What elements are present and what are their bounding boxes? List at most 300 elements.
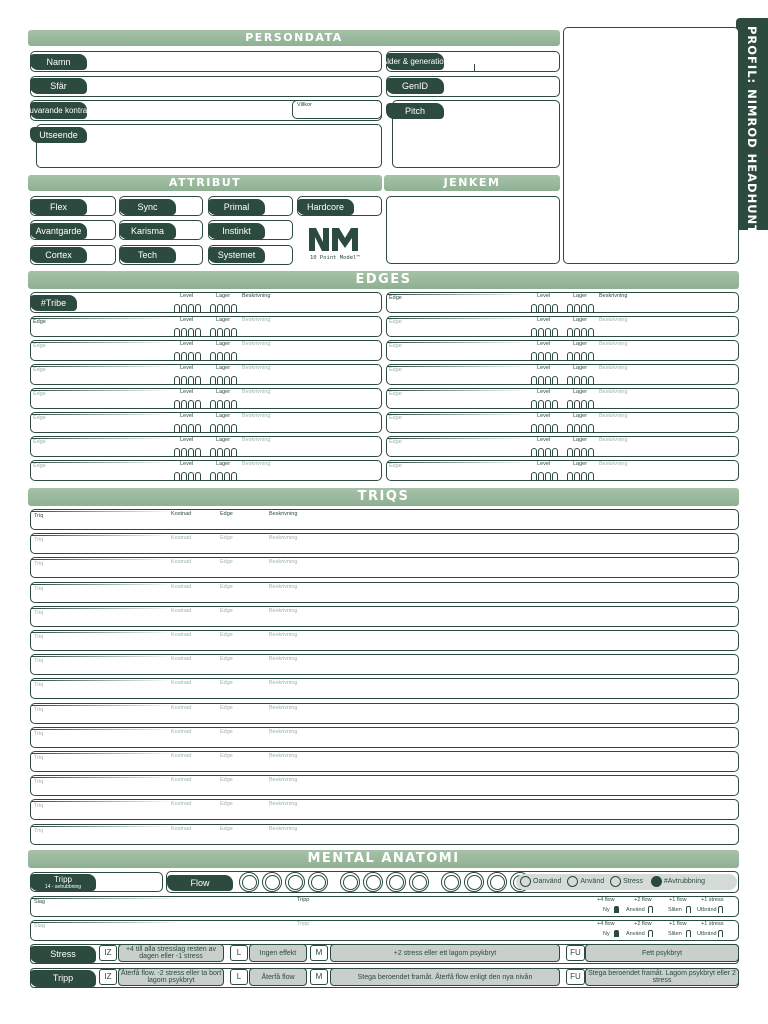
track-cell[interactable]	[552, 328, 558, 336]
edge-lager-label: Lager	[216, 413, 231, 419]
track-cell[interactable]	[545, 424, 551, 432]
edge-row[interactable]	[386, 460, 739, 481]
flow-cost-label: +4 flow	[597, 921, 615, 927]
track-cell[interactable]	[217, 448, 223, 456]
edge-label: Edge	[389, 343, 402, 349]
track-cell[interactable]	[538, 352, 544, 360]
edge-lager-label: Lager	[573, 365, 588, 371]
track-cell[interactable]	[174, 448, 180, 456]
track-cell[interactable]	[581, 448, 587, 456]
track-cell[interactable]	[231, 472, 237, 480]
edge-level-label: Level	[537, 341, 551, 347]
track-cell[interactable]	[552, 352, 558, 360]
track-cell[interactable]	[231, 328, 237, 336]
edge-line	[387, 462, 527, 463]
edge-beskrivning-label: Beskrivning	[599, 365, 628, 371]
track-cell[interactable]	[588, 472, 594, 480]
track-cell[interactable]	[531, 304, 537, 312]
flow-state-marker[interactable]	[648, 930, 653, 937]
track-cell[interactable]	[210, 424, 216, 432]
namn-label: Namn	[30, 54, 87, 70]
level-cells	[531, 376, 558, 384]
lager-cells	[210, 424, 237, 432]
triq-row[interactable]	[30, 533, 739, 554]
triq-row[interactable]	[30, 630, 739, 651]
track-cell[interactable]	[574, 472, 580, 480]
triq-label: Triq	[34, 682, 44, 689]
track-cell[interactable]	[567, 304, 573, 312]
edge-row[interactable]	[30, 436, 382, 457]
edge-row[interactable]	[386, 364, 739, 385]
edge-row[interactable]	[30, 340, 382, 361]
level-cells	[531, 304, 558, 312]
edge-label: Edge	[389, 391, 402, 397]
triq-beskrivning-label: Beskrivning	[269, 728, 298, 735]
attr-sync-label: Sync	[119, 199, 176, 215]
edge-label: Edge	[33, 415, 46, 421]
track-cell[interactable]	[574, 328, 580, 336]
track-cell[interactable]	[188, 448, 194, 456]
tripp-sub-text: 14 - avtrubbning	[44, 884, 82, 890]
track-cell[interactable]	[224, 352, 230, 360]
track-cell[interactable]	[574, 376, 580, 384]
edge-label: Edge	[33, 319, 46, 325]
track-cell[interactable]	[545, 448, 551, 456]
lager-cells	[567, 400, 594, 408]
edge-level-label: Level	[180, 293, 194, 299]
track-cell[interactable]	[552, 376, 558, 384]
track-cell[interactable]	[574, 448, 580, 456]
edge-lager-label: Lager	[216, 341, 231, 347]
track-cell[interactable]	[531, 376, 537, 384]
edge-line	[387, 390, 527, 391]
edge-lager-label: Lager	[216, 437, 231, 443]
stress-l-text: Ingen effekt	[249, 944, 307, 962]
flow-circle[interactable]	[239, 872, 259, 892]
level-cells	[531, 472, 558, 480]
edge-row[interactable]	[386, 316, 739, 337]
track-cell[interactable]	[552, 304, 558, 312]
track-cell[interactable]	[538, 472, 544, 480]
persondata-heading: PERSONDATA	[28, 30, 560, 46]
track-cell[interactable]	[188, 400, 194, 408]
flow-state-label: Ny	[603, 907, 610, 913]
triq-kostnad-label: Kostnad	[171, 535, 192, 542]
flow-gap	[432, 872, 438, 892]
slag-line	[31, 922, 181, 923]
edge-line	[31, 390, 171, 391]
edges-heading: EDGES	[28, 271, 739, 289]
lager-cells	[567, 376, 594, 384]
edge-lager-label: Lager	[573, 293, 588, 299]
triq-row[interactable]	[30, 727, 739, 748]
flow-circle[interactable]	[441, 872, 461, 892]
flow-state-label: Använd	[626, 907, 645, 913]
triq-label: Triq	[34, 609, 44, 616]
flow-circle[interactable]	[363, 872, 383, 892]
track-cell[interactable]	[224, 304, 230, 312]
flow-state-label: Använd	[626, 931, 645, 937]
track-cell[interactable]	[231, 424, 237, 432]
track-cell[interactable]	[581, 424, 587, 432]
track-cell[interactable]	[217, 376, 223, 384]
legend-anvand: Använd	[580, 878, 605, 885]
track-cell[interactable]	[531, 448, 537, 456]
track-cell[interactable]	[181, 400, 187, 408]
flow-circle[interactable]	[487, 872, 507, 892]
track-cell[interactable]	[588, 352, 594, 360]
edge-row[interactable]	[30, 460, 382, 481]
track-cell[interactable]	[574, 304, 580, 312]
edge-line	[31, 366, 171, 367]
triq-kostnad-label: Kostnad	[171, 511, 192, 517]
track-cell[interactable]	[231, 304, 237, 312]
track-cell[interactable]	[210, 448, 216, 456]
lager-cells	[210, 472, 237, 480]
triq-kostnad-label: Kostnad	[171, 777, 192, 784]
edge-line	[387, 438, 527, 439]
track-cell[interactable]	[174, 400, 180, 408]
track-cell[interactable]	[581, 376, 587, 384]
level-cells	[174, 472, 201, 480]
track-cell[interactable]	[552, 448, 558, 456]
edge-level-label: Level	[180, 365, 194, 371]
track-cell[interactable]	[195, 448, 201, 456]
track-cell[interactable]	[217, 400, 223, 408]
tripp-label	[30, 874, 96, 891]
edge-row[interactable]	[386, 436, 739, 457]
track-cell[interactable]	[181, 448, 187, 456]
flow-circle[interactable]	[464, 872, 484, 892]
track-cell[interactable]	[217, 352, 223, 360]
track-cell[interactable]	[231, 376, 237, 384]
triq-edge-label: Edge	[220, 825, 233, 832]
track-cell[interactable]	[231, 448, 237, 456]
track-cell[interactable]	[217, 304, 223, 312]
flow-circle[interactable]	[340, 872, 360, 892]
track-cell[interactable]	[588, 448, 594, 456]
edge-level-label: Level	[180, 389, 194, 395]
track-cell[interactable]	[195, 424, 201, 432]
track-cell[interactable]	[574, 352, 580, 360]
triq-row[interactable]	[30, 751, 739, 772]
edge-row[interactable]	[30, 292, 382, 313]
edge-row[interactable]	[30, 316, 382, 337]
flow-circle[interactable]	[285, 872, 305, 892]
track-cell[interactable]	[545, 472, 551, 480]
track-cell[interactable]	[545, 328, 551, 336]
triq-beskrivning-label: Beskrivning	[269, 535, 298, 542]
track-cell[interactable]	[224, 448, 230, 456]
track-cell[interactable]	[552, 424, 558, 432]
triq-row[interactable]	[30, 654, 739, 675]
lager-cells	[567, 448, 594, 456]
track-cell[interactable]	[581, 472, 587, 480]
track-cell[interactable]	[181, 328, 187, 336]
triq-line	[31, 801, 171, 802]
triq-line	[31, 535, 171, 536]
track-cell[interactable]	[188, 352, 194, 360]
level-cells	[531, 400, 558, 408]
track-cell[interactable]	[588, 328, 594, 336]
track-cell[interactable]	[581, 400, 587, 408]
track-cell[interactable]	[581, 352, 587, 360]
edge-lager-label: Lager	[573, 317, 588, 323]
track-cell[interactable]	[195, 352, 201, 360]
jenkem-box[interactable]	[386, 196, 560, 264]
legend-avtrubbning: #Avtrubbning	[663, 878, 705, 885]
track-cell[interactable]	[174, 376, 180, 384]
track-cell[interactable]	[531, 352, 537, 360]
track-cell[interactable]	[224, 472, 230, 480]
track-cell[interactable]	[538, 448, 544, 456]
flow-circle[interactable]	[386, 872, 406, 892]
track-cell[interactable]	[217, 424, 223, 432]
edge-label: Edge	[389, 295, 402, 301]
track-cell[interactable]	[545, 376, 551, 384]
flow-state-marker[interactable]	[686, 906, 691, 913]
flow-state-marker[interactable]	[686, 930, 691, 937]
edge-line	[387, 318, 527, 319]
sfar-label: Sfär	[30, 78, 87, 94]
track-cell[interactable]	[545, 304, 551, 312]
edge-row[interactable]	[386, 292, 739, 313]
track-cell[interactable]	[538, 400, 544, 408]
triq-row[interactable]	[30, 678, 739, 699]
track-cell[interactable]	[567, 328, 573, 336]
edge-row[interactable]	[386, 388, 739, 409]
tripp-l-box: L	[230, 969, 248, 985]
track-cell[interactable]	[567, 424, 573, 432]
edge-level-label: Level	[180, 413, 194, 419]
track-cell[interactable]	[581, 328, 587, 336]
track-cell[interactable]	[567, 400, 573, 408]
edge-lager-label: Lager	[216, 461, 231, 467]
track-cell[interactable]	[567, 352, 573, 360]
triq-edge-label: Edge	[220, 535, 233, 542]
track-cell[interactable]	[174, 424, 180, 432]
flow-circle[interactable]	[409, 872, 429, 892]
flow-circle[interactable]	[262, 872, 282, 892]
track-cell[interactable]	[574, 424, 580, 432]
edge-level-label: Level	[537, 389, 551, 395]
level-cells	[174, 352, 201, 360]
track-cell[interactable]	[224, 376, 230, 384]
track-cell[interactable]	[174, 472, 180, 480]
track-cell[interactable]	[181, 352, 187, 360]
edge-level-label: Level	[537, 413, 551, 419]
edge-line	[31, 414, 171, 415]
utseende-label: Utseende	[30, 127, 87, 143]
edge-label: Edge	[33, 391, 46, 397]
triq-line	[31, 559, 171, 560]
track-cell[interactable]	[552, 472, 558, 480]
track-cell[interactable]	[231, 352, 237, 360]
triq-edge-label: Edge	[220, 753, 233, 759]
track-cell[interactable]	[188, 328, 194, 336]
track-cell[interactable]	[210, 328, 216, 336]
track-cell[interactable]	[545, 352, 551, 360]
triq-line	[31, 777, 171, 778]
kontrakt-label: Nuvarande kontrakt	[30, 102, 87, 119]
track-cell[interactable]	[567, 472, 573, 480]
track-cell[interactable]	[224, 400, 230, 408]
triq-beskrivning-label: Beskrivning	[269, 704, 298, 711]
track-cell[interactable]	[574, 400, 580, 408]
track-cell[interactable]	[588, 400, 594, 408]
track-cell[interactable]	[195, 328, 201, 336]
triq-row[interactable]	[30, 824, 739, 845]
edge-line	[387, 294, 527, 295]
track-cell[interactable]	[224, 328, 230, 336]
lager-cells	[210, 400, 237, 408]
edge-row[interactable]	[386, 412, 739, 433]
edge-beskrivning-label: Beskrivning	[242, 341, 271, 347]
track-cell[interactable]	[174, 304, 180, 312]
edge-lager-label: Lager	[573, 389, 588, 395]
track-cell[interactable]	[581, 304, 587, 312]
track-cell[interactable]	[567, 376, 573, 384]
track-cell[interactable]	[538, 424, 544, 432]
track-cell[interactable]	[538, 304, 544, 312]
level-cells	[174, 448, 201, 456]
track-cell[interactable]	[195, 376, 201, 384]
nm-logo-icon	[308, 226, 368, 252]
track-cell[interactable]	[210, 400, 216, 408]
edge-line	[387, 366, 527, 367]
triq-kostnad-label: Kostnad	[171, 632, 192, 638]
edge-label: Edge	[33, 439, 46, 445]
track-cell[interactable]	[181, 472, 187, 480]
triq-label: Triq	[34, 561, 44, 568]
triq-kostnad-label: Kostnad	[171, 680, 192, 687]
track-cell[interactable]	[224, 424, 230, 432]
edge-level-label: Level	[180, 461, 194, 467]
triq-row[interactable]	[30, 582, 739, 603]
triq-line	[31, 511, 171, 512]
lager-cells	[210, 352, 237, 360]
flow-state-marker[interactable]	[614, 930, 619, 937]
triq-label: Triq	[34, 706, 44, 713]
track-cell[interactable]	[531, 400, 537, 408]
flow-state-marker[interactable]	[614, 906, 619, 913]
legend-stress: Stress	[623, 878, 643, 885]
edge-row[interactable]	[30, 412, 382, 433]
track-cell[interactable]	[538, 328, 544, 336]
used-icon	[567, 876, 578, 887]
track-cell[interactable]	[195, 472, 201, 480]
tripp-m-text: Stega beroendet framåt. Återfå flow enligt den nya nivån	[330, 968, 560, 986]
track-cell[interactable]	[538, 376, 544, 384]
triq-row[interactable]	[30, 509, 739, 530]
track-cell[interactable]	[552, 400, 558, 408]
triq-kostnad-label: Kostnad	[171, 607, 192, 614]
triq-beskrivning-label: Beskrivning	[269, 825, 298, 832]
triq-line	[31, 632, 171, 633]
tripp-l-text: Återfå flow	[249, 968, 307, 986]
edge-beskrivning-label: Beskrivning	[242, 365, 271, 371]
edge-level-label: Level	[537, 365, 551, 371]
track-cell[interactable]	[217, 472, 223, 480]
attr-primal-label: Primal	[208, 199, 265, 215]
portrait-box[interactable]	[563, 27, 739, 264]
track-cell[interactable]	[181, 304, 187, 312]
edge-row[interactable]	[386, 340, 739, 361]
track-cell[interactable]	[195, 304, 201, 312]
track-cell[interactable]	[531, 328, 537, 336]
alder-cursor	[474, 64, 475, 71]
triq-line	[31, 584, 171, 585]
tripp-fu-text: Stega beroendet framåt. Lagom psykbryt eller 2 stress	[585, 968, 739, 986]
track-cell[interactable]	[174, 328, 180, 336]
track-cell[interactable]	[188, 472, 194, 480]
track-cell[interactable]	[588, 376, 594, 384]
edge-level-label: Level	[180, 437, 194, 443]
track-cell[interactable]	[531, 472, 537, 480]
triq-edge-label: Edge	[220, 656, 233, 663]
edge-row[interactable]	[30, 388, 382, 409]
edge-level-label: Level	[537, 437, 551, 443]
attr-avantgarde-label: Avantgarde	[30, 223, 87, 239]
track-cell[interactable]	[531, 424, 537, 432]
track-cell[interactable]	[567, 448, 573, 456]
track-cell[interactable]	[210, 304, 216, 312]
logo-subtitle: 10 Point Model™	[310, 255, 360, 261]
triq-label: Triq	[34, 803, 44, 810]
track-cell[interactable]	[181, 424, 187, 432]
track-cell[interactable]	[181, 376, 187, 384]
track-cell[interactable]	[174, 352, 180, 360]
triq-row[interactable]	[30, 606, 739, 627]
alder-label: Ålder & generation	[386, 53, 444, 70]
track-cell[interactable]	[195, 400, 201, 408]
track-cell[interactable]	[210, 352, 216, 360]
triq-row[interactable]	[30, 799, 739, 820]
track-cell[interactable]	[210, 472, 216, 480]
track-cell[interactable]	[188, 376, 194, 384]
tripp-fu-box: FU	[566, 969, 585, 985]
edge-line	[31, 438, 171, 439]
triq-kostnad-label: Kostnad	[171, 704, 192, 711]
track-cell[interactable]	[588, 424, 594, 432]
track-cell[interactable]	[231, 400, 237, 408]
track-cell[interactable]	[188, 304, 194, 312]
flow-circle[interactable]	[308, 872, 328, 892]
stress-m-text: +2 stress eller ett lagom psykbryt	[330, 944, 560, 962]
triq-row[interactable]	[30, 557, 739, 578]
triq-beskrivning-label: Beskrivning	[269, 680, 298, 687]
avtrubbning-icon	[651, 876, 662, 887]
flow-state-marker[interactable]	[718, 930, 723, 937]
triq-row[interactable]	[30, 703, 739, 724]
edge-row[interactable]	[30, 364, 382, 385]
flow-cost-label: +2 flow	[634, 921, 652, 927]
track-cell[interactable]	[217, 328, 223, 336]
triq-kostnad-label: Kostnad	[171, 825, 192, 832]
flow-cost-label: +1 flow	[669, 897, 687, 903]
track-cell[interactable]	[545, 400, 551, 408]
triq-row[interactable]	[30, 775, 739, 796]
flow-state-marker[interactable]	[648, 906, 653, 913]
flow-state-marker[interactable]	[718, 906, 723, 913]
track-cell[interactable]	[188, 424, 194, 432]
edge-level-label: Level	[180, 317, 194, 323]
track-cell[interactable]	[210, 376, 216, 384]
utseende-field[interactable]	[36, 124, 382, 168]
edge-beskrivning-label: Beskrivning	[599, 341, 628, 347]
mental-heading: MENTAL ANATOMI	[28, 850, 739, 868]
track-cell[interactable]	[588, 304, 594, 312]
